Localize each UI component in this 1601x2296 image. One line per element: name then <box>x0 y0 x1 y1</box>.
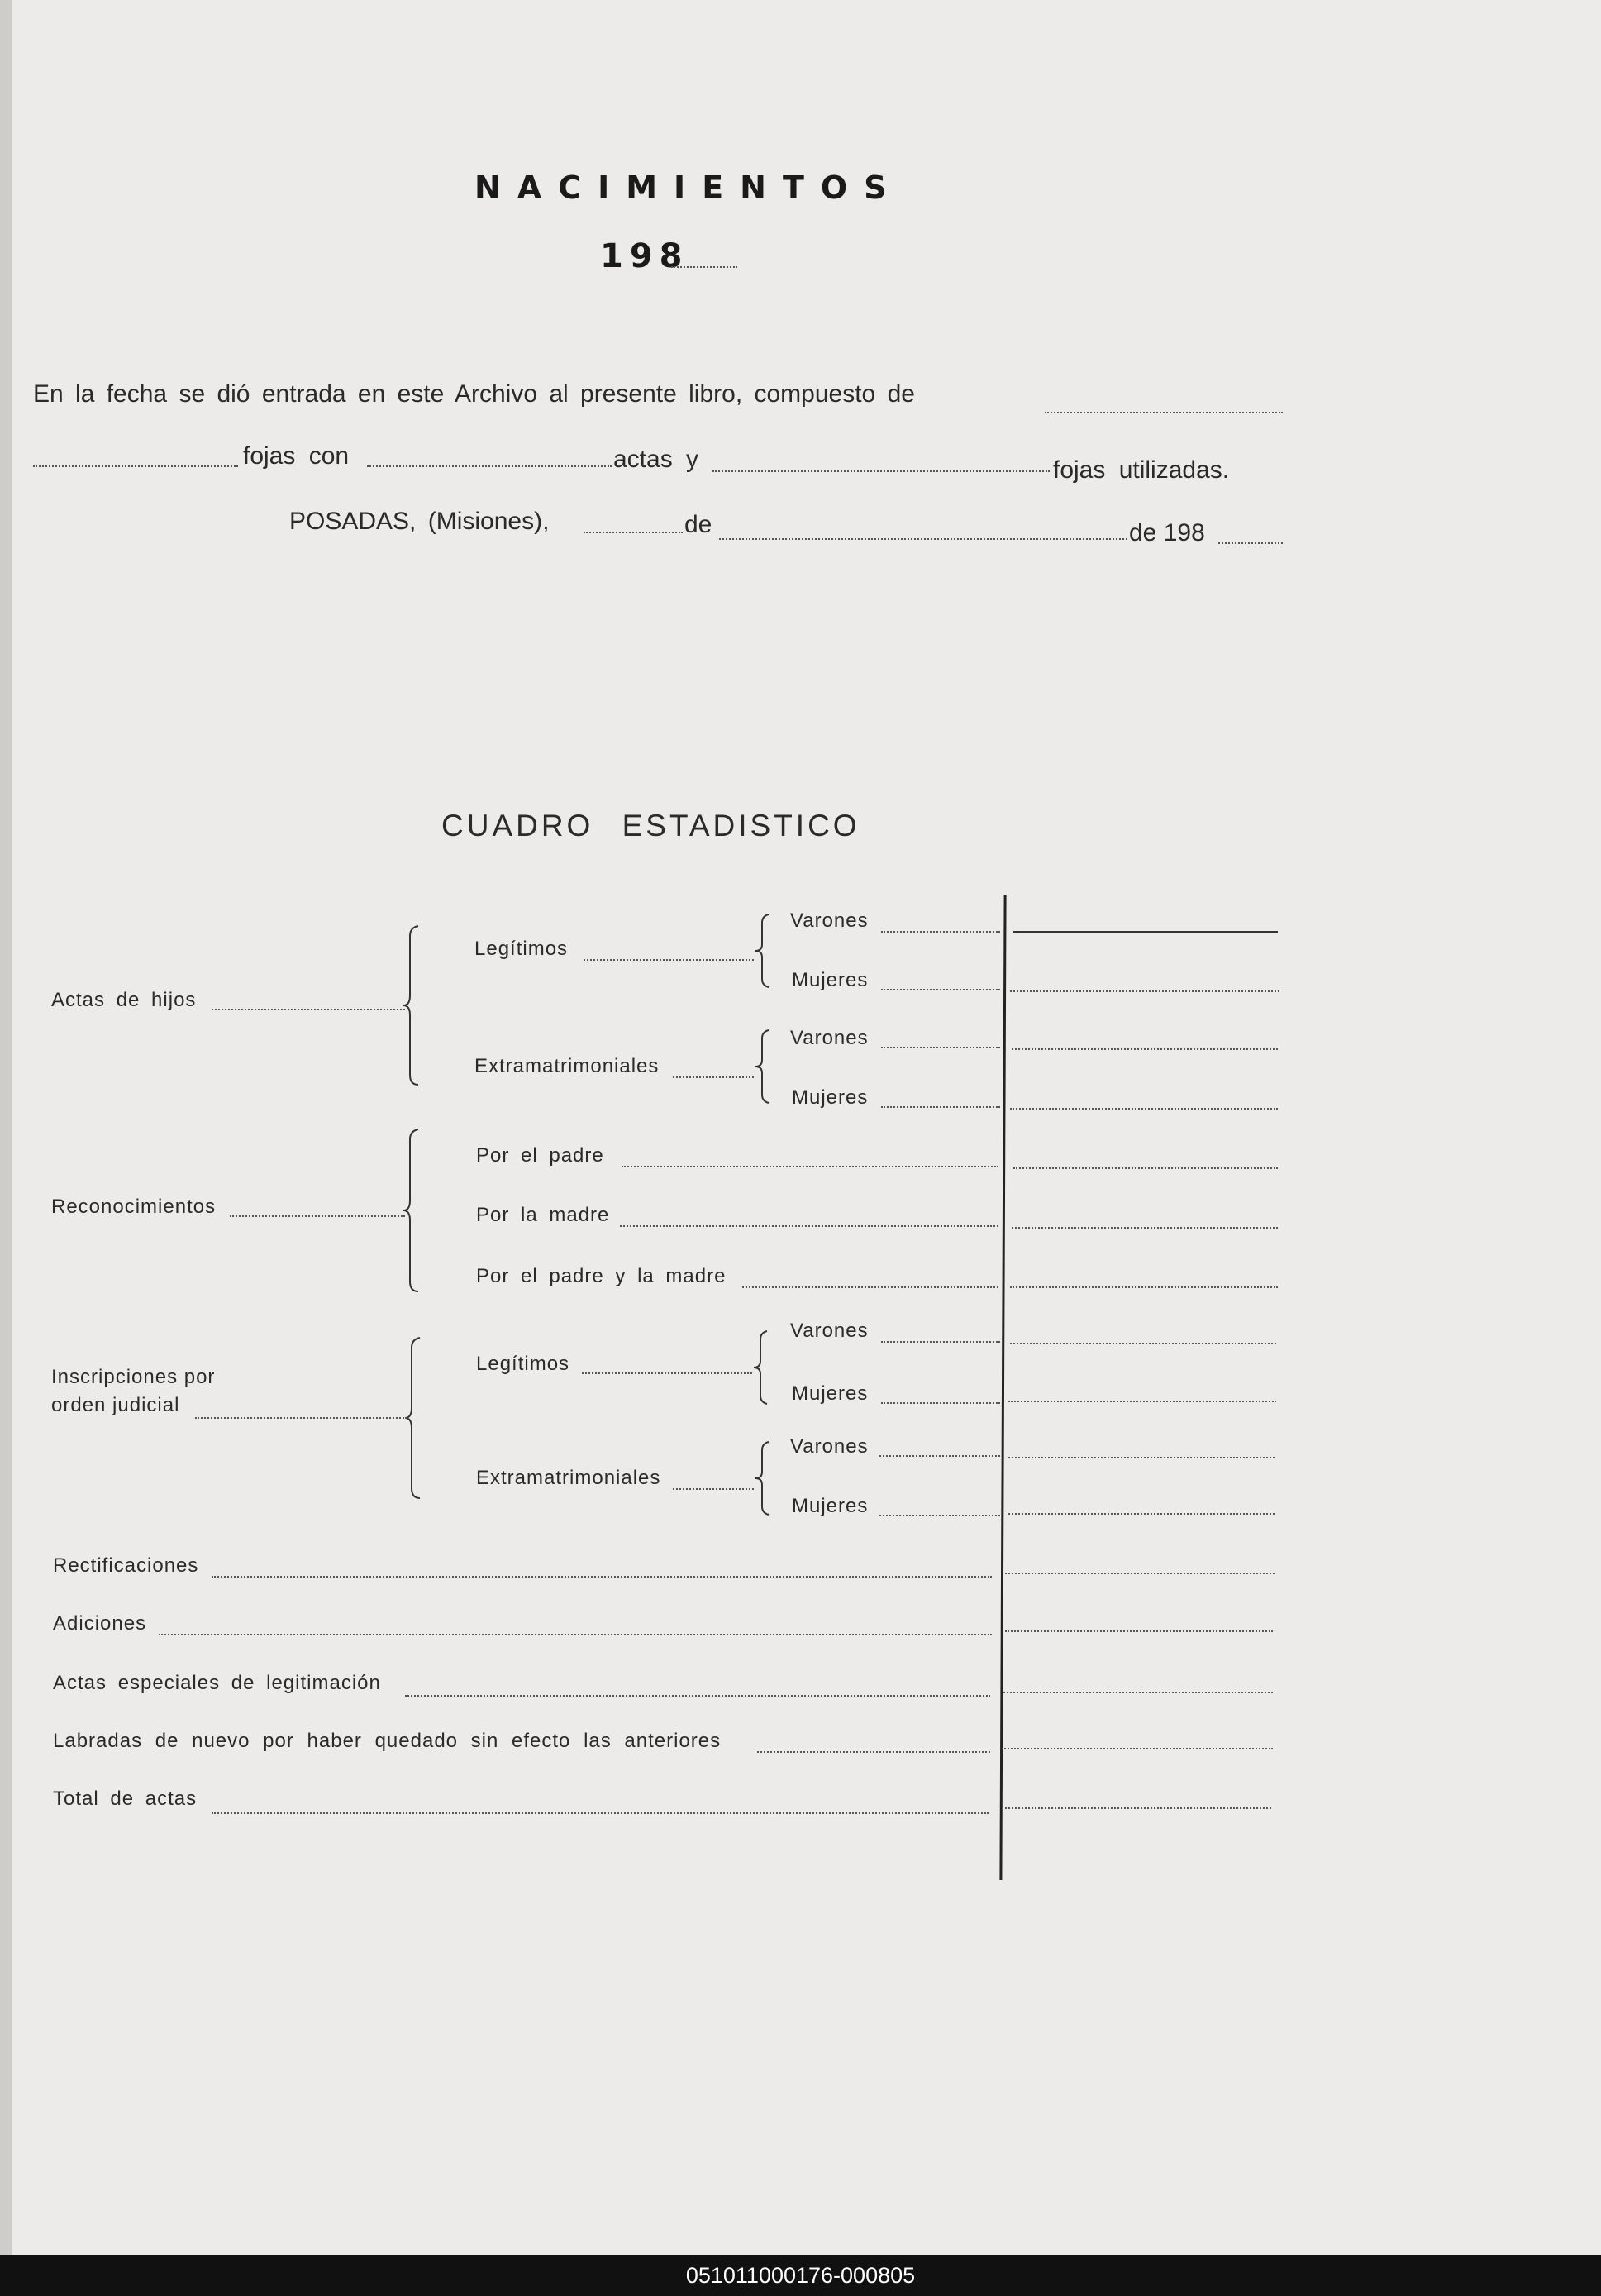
reconocimientos-leader <box>230 1215 405 1217</box>
varones-leader-3 <box>881 1341 1000 1343</box>
page-spine-edge <box>0 0 12 2255</box>
legitimos-label-1: Legítimos <box>474 938 569 960</box>
varones-label-2: Varones <box>790 1027 869 1049</box>
adiciones-value[interactable] <box>1005 1630 1273 1632</box>
inscripciones-label-line-1: Inscripciones por <box>51 1366 216 1388</box>
column-divider <box>999 895 1006 1880</box>
actas-de-hijos-label: Actas de hijos <box>51 989 197 1011</box>
varones-legitimos-value[interactable] <box>1013 931 1278 933</box>
fojas-con-label: fojas con <box>243 442 350 470</box>
posadas-label: POSADAS, (Misiones), <box>289 508 550 535</box>
fojas-utilizadas-blank[interactable] <box>712 470 1050 472</box>
fojas-utilizadas-label: fojas utilizadas. <box>1053 456 1230 484</box>
total-de-actas-leader <box>212 1812 989 1814</box>
labradas-value[interactable] <box>1002 1748 1273 1749</box>
bracket-extramatrimoniales-1 <box>754 1029 774 1105</box>
labradas-label: Labradas de nuevo por haber quedado sin efecto las anteriores <box>53 1730 722 1752</box>
mujeres-inscripciones-extramatrimoniales-value[interactable] <box>1008 1513 1275 1515</box>
bracket-extramatrimoniales-2 <box>754 1440 774 1516</box>
total-de-actas-label: Total de actas <box>53 1788 198 1810</box>
varones-label-3: Varones <box>790 1320 869 1342</box>
adiciones-leader <box>159 1634 992 1635</box>
varones-label-1: Varones <box>790 909 869 932</box>
rectificaciones-leader <box>212 1576 992 1578</box>
rectificaciones-label: Rectificaciones <box>53 1554 199 1577</box>
archive-code-footer <box>0 2255 1601 2296</box>
por-el-padre-label: Por el padre <box>476 1144 604 1167</box>
varones-label-4: Varones <box>790 1435 869 1458</box>
varones-inscripciones-legitimos-value[interactable] <box>1010 1343 1276 1344</box>
legitimos-leader-2 <box>582 1372 752 1374</box>
por-el-padre-value[interactable] <box>1013 1167 1278 1169</box>
varones-extramatrimoniales-value[interactable] <box>1012 1048 1278 1050</box>
mujeres-leader-1 <box>881 989 1000 990</box>
mujeres-label-4: Mujeres <box>792 1495 869 1517</box>
fojas-blank[interactable] <box>33 465 238 467</box>
archive-code: 051011000176-000805 <box>685 2263 916 2288</box>
extramatrimoniales-leader-1 <box>673 1076 754 1078</box>
fojas-count-blank[interactable] <box>1045 412 1283 413</box>
cuadro-title: CUADRO ESTADISTICO <box>441 809 860 843</box>
page-title: NACIMIENTOS <box>474 169 903 206</box>
legitimos-leader-1 <box>584 959 754 961</box>
mujeres-leader-3 <box>881 1402 1000 1404</box>
actas-count-blank[interactable] <box>367 465 612 467</box>
labradas-leader <box>757 1751 990 1753</box>
day-blank[interactable] <box>584 532 683 533</box>
actas-especiales-label: Actas especiales de legitimación <box>53 1672 381 1694</box>
actas-especiales-leader <box>405 1695 990 1697</box>
legitimos-label-2: Legítimos <box>476 1353 570 1375</box>
de-label: de <box>684 511 712 538</box>
extramatrimoniales-label-2: Extramatrimoniales <box>476 1467 661 1489</box>
mujeres-label-3: Mujeres <box>792 1382 869 1405</box>
varones-leader-4 <box>879 1455 1000 1457</box>
por-el-padre-y-la-madre-value[interactable] <box>1010 1286 1278 1288</box>
mujeres-label-2: Mujeres <box>792 1086 869 1109</box>
bracket-inscripciones <box>405 1336 430 1500</box>
por-el-padre-y-la-madre-leader <box>742 1286 998 1288</box>
actas-especiales-value[interactable] <box>1003 1692 1273 1693</box>
por-la-madre-leader <box>620 1225 998 1227</box>
varones-leader-1 <box>881 931 1000 933</box>
de-198-label: de 198 <box>1129 519 1205 547</box>
bracket-reconocimientos <box>403 1128 428 1293</box>
inscripciones-leader <box>195 1417 407 1419</box>
reconocimientos-label: Reconocimientos <box>51 1196 217 1218</box>
actas-de-hijos-leader <box>212 1009 405 1010</box>
mujeres-leader-4 <box>879 1515 1000 1516</box>
por-la-madre-value[interactable] <box>1012 1227 1278 1229</box>
rectificaciones-value[interactable] <box>1005 1573 1275 1574</box>
bracket-legitimos-2 <box>752 1329 772 1406</box>
bracket-legitimos-1 <box>754 913 774 989</box>
actas-y-label: actas y <box>613 446 699 473</box>
year-label: 198 <box>600 237 689 275</box>
varones-leader-2 <box>881 1047 1000 1048</box>
por-el-padre-y-la-madre-label: Por el padre y la madre <box>476 1265 727 1287</box>
varones-inscripciones-extramatrimoniales-value[interactable] <box>1008 1457 1275 1458</box>
extramatrimoniales-label-1: Extramatrimoniales <box>474 1055 660 1077</box>
mujeres-leader-2 <box>881 1106 1000 1108</box>
bracket-actas-hijos <box>403 924 428 1086</box>
total-de-actas-value[interactable] <box>1002 1807 1271 1809</box>
month-blank[interactable] <box>719 538 1127 540</box>
por-el-padre-leader <box>622 1166 998 1167</box>
extramatrimoniales-leader-2 <box>673 1488 754 1490</box>
mujeres-label-1: Mujeres <box>792 969 869 991</box>
mujeres-legitimos-value[interactable] <box>1010 990 1279 992</box>
adiciones-label: Adiciones <box>53 1612 147 1635</box>
year-end-blank[interactable] <box>1218 542 1283 544</box>
year-blank[interactable] <box>671 266 737 268</box>
por-la-madre-label: Por la madre <box>476 1204 610 1226</box>
inscripciones-label-line-2: orden judicial <box>51 1394 180 1416</box>
mujeres-extramatrimoniales-value[interactable] <box>1010 1108 1278 1110</box>
intro-line-1: En la fecha se dió entrada en este Archivo al presente libro, compuesto de <box>33 380 915 408</box>
mujeres-inscripciones-legitimos-value[interactable] <box>1008 1401 1276 1402</box>
